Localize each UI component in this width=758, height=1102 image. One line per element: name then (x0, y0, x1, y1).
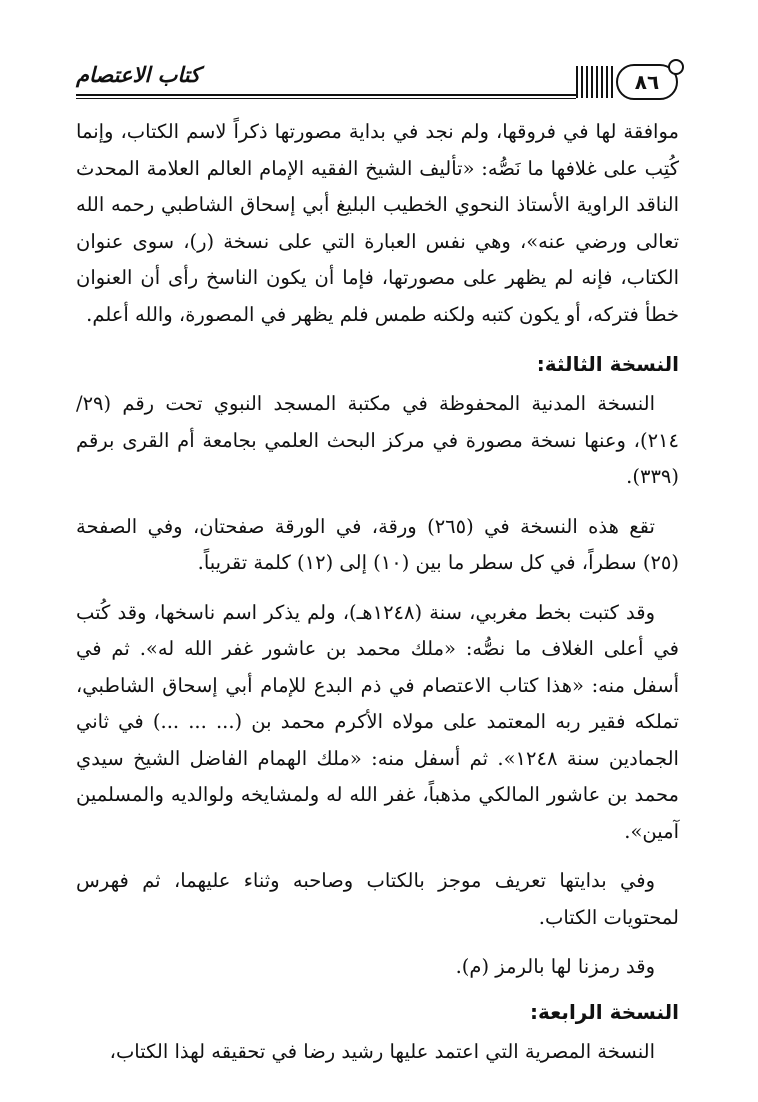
running-header (76, 56, 679, 106)
paragraph: وقد كتبت بخط مغربي، سنة (١٢٤٨هـ)، ولم يذكر اسم ناسخها، وقد كُتب في أعلى الغلاف ما نصُّه: «ملك محمد بن عاشور غفر الله له». ثم في أسفل منه: «هذا كتاب الاعتصام في ذم البدع للإمام أبي إسحاق الشاطبي، تملكه فقير ربه المعتمد على مولاه الأكرم محمد بن (... ... ...) في ثاني الجمادين سنة ١٢٤٨». ثم أسفل منه: «ملك الهمام الفاضل الشيخ سيدي محمد بن عاشور المالكي مذهباً، غفر الله له ولمشايخه ولوالديه والمسلمين آمين». (76, 600, 679, 843)
paragraph: موافقة لها في فروقها، ولم نجد في بداية مصورتها ذكراً لاسم الكتاب، وإنما كُتِب على غلافها ما نَصُّه: «تأليف الشيخ الفقيه الإمام العالم العلامة المحدث الناقد الراوية الأستاذ النحوي الخطيب البليغ أبي إسحاق الشاطبي رحمه الله تعالى ورضي عنه»، وهي نفس العبارة التي على نسخة (ر)، سوى عنوان الكتاب، فإنه لم يظهر على مصورتها، فإما أن يكون الناسخ رأى أن العنوان خطأ فتركه، أو يكون كتبه ولكنه طمس فلم يظهر في المصورة، والله أعلم. (76, 120, 679, 326)
page-number: ٨٦ (634, 70, 660, 94)
ornament-icon (668, 59, 684, 75)
page-number-badge (616, 64, 678, 100)
paragraph: وفي بدايتها تعريف موجز بالكتاب وصاحبه وثناء عليهما، ثم فهرس لمحتويات الكتاب. (76, 869, 679, 929)
page-body (76, 114, 679, 1083)
header-ornament (576, 66, 616, 98)
paragraph: وقد رمزنا لها بالرمز (م). (455, 955, 655, 978)
paragraph: تقع هذه النسخة في (٢٦٥) ورقة، في الورقة صفحتان، وفي الصفحة (٢٥) سطراً، في كل سطر ما بين (١٠) إلى (١٢) كلمة تقريباً. (76, 514, 679, 574)
paragraph: النسخة المدنية المحفوظة في مكتبة المسجد النبوي تحت رقم (٢٩/ ٢١٤)، وعنها نسخة مصورة في مركز البحث العلمي بجامعة أم القرى برقم (٣٣٩). (76, 392, 679, 488)
section-heading: النسخة الثالثة: (536, 352, 679, 376)
book-title: كتاب الاعتصام (76, 62, 201, 87)
section-heading: النسخة الرابعة: (530, 999, 679, 1024)
header-rule (76, 94, 576, 99)
paragraph: النسخة المصرية التي اعتمد عليها رشيد رضا في تحقيقه لهذا الكتاب، (109, 1039, 655, 1063)
